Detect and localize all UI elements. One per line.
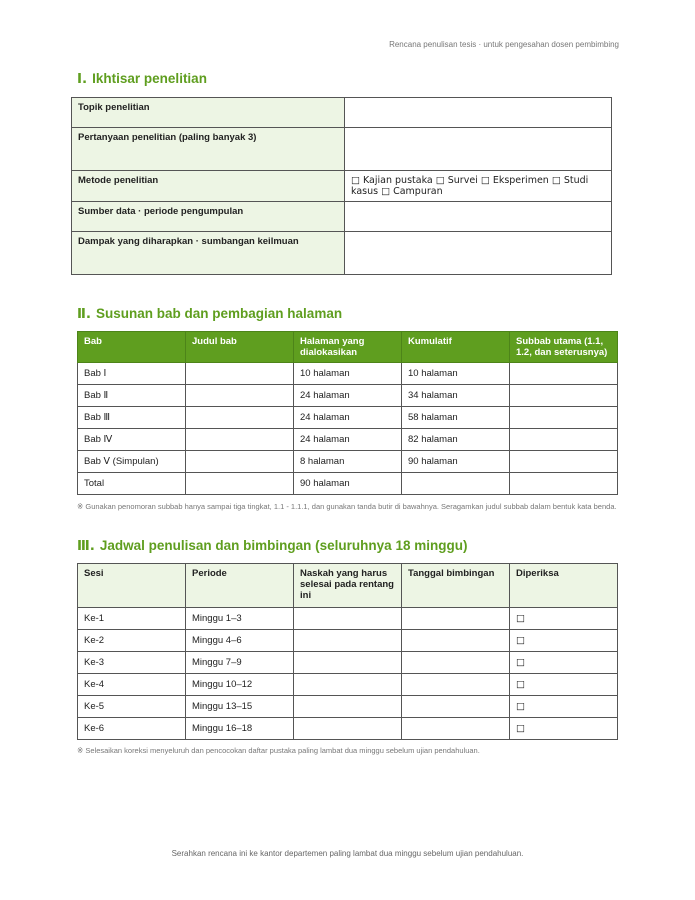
section-1-heading: Ikhtisar penelitian <box>92 71 207 86</box>
table-cell: 82 halaman <box>402 429 510 451</box>
table-row <box>72 98 612 128</box>
table-cell[interactable] <box>510 385 618 407</box>
table-row <box>78 429 618 451</box>
table-cell[interactable] <box>186 451 294 473</box>
table-cell[interactable] <box>510 407 618 429</box>
section-1-title <box>77 71 207 87</box>
table-cell[interactable] <box>294 652 402 674</box>
table-cell: Minggu 10–12 <box>186 674 294 696</box>
table-cell: 90 halaman <box>402 451 510 473</box>
method-options[interactable] <box>345 171 612 202</box>
checkbox-icon[interactable]: □ <box>516 723 525 734</box>
column-header: Bab <box>78 332 186 363</box>
table-cell[interactable] <box>186 429 294 451</box>
table-cell: Minggu 13–15 <box>186 696 294 718</box>
table-row <box>78 652 618 674</box>
column-header: Periode <box>186 564 294 608</box>
table-row <box>72 232 612 275</box>
column-header: Judul bab <box>186 332 294 363</box>
table-cell[interactable] <box>402 674 510 696</box>
table-row <box>78 696 618 718</box>
table-cell: Bab Ⅴ (Simpulan) <box>78 451 186 473</box>
table-cell[interactable] <box>294 696 402 718</box>
section-2-note: ※ Gunakan penomoran subbab hanya sampai tiga tingkat, 1.1 - 1.1.1, dan gunakan tanda butir di bawahnya. Seragamkan judul subbab dalam bentuk kata benda. <box>77 502 617 511</box>
table-row <box>78 608 618 630</box>
table-row <box>72 171 612 202</box>
data-source-value[interactable] <box>345 202 612 232</box>
table-cell <box>402 473 510 495</box>
questions-value[interactable] <box>345 128 612 171</box>
topic-value[interactable] <box>345 98 612 128</box>
chapter-structure-table <box>77 331 618 495</box>
table-cell: Ke-2 <box>78 630 186 652</box>
table-cell: 8 halaman <box>294 451 402 473</box>
table-cell[interactable] <box>510 451 618 473</box>
checkbox-cell[interactable] <box>510 630 618 652</box>
page-header: Rencana penulisan tesis · untuk pengesahan dosen pembimbing <box>389 40 619 49</box>
table-cell[interactable] <box>402 696 510 718</box>
checkbox-icon[interactable]: □ <box>516 613 525 624</box>
table-cell[interactable] <box>402 630 510 652</box>
table-cell: Ke-4 <box>78 674 186 696</box>
section-3-number: Ⅲ. <box>77 538 95 554</box>
table-cell: Ke-5 <box>78 696 186 718</box>
table-row <box>78 363 618 385</box>
table-cell: Bab Ⅰ <box>78 363 186 385</box>
checkbox-cell[interactable] <box>510 608 618 630</box>
table-cell[interactable] <box>510 429 618 451</box>
table-row <box>78 674 618 696</box>
column-header: Halaman yang dialokasikan <box>294 332 402 363</box>
table-cell: 10 halaman <box>402 363 510 385</box>
checkbox-cell[interactable] <box>510 696 618 718</box>
schedule-table <box>77 563 618 740</box>
table-cell[interactable] <box>294 608 402 630</box>
table-cell: Minggu 7–9 <box>186 652 294 674</box>
table-row <box>72 128 612 171</box>
table-cell: Minggu 4–6 <box>186 630 294 652</box>
table-cell[interactable] <box>402 718 510 740</box>
checkbox-icon[interactable]: □ <box>516 635 525 646</box>
table-cell: Minggu 1–3 <box>186 608 294 630</box>
table-row <box>72 202 612 232</box>
impact-label: Dampak yang diharapkan · sumbangan keilmuan <box>72 232 345 275</box>
table-cell[interactable] <box>186 407 294 429</box>
table-cell: 10 halaman <box>294 363 402 385</box>
topic-label: Topik penelitian <box>72 98 345 128</box>
section-3-note: ※ Selesaikan koreksi menyeluruh dan pencocokan daftar pustaka paling lambat dua minggu sebelum ujian pendahuluan. <box>77 746 480 755</box>
section-2-title <box>77 306 342 322</box>
table-cell: 24 halaman <box>294 407 402 429</box>
table-cell: Minggu 16–18 <box>186 718 294 740</box>
table-cell: 58 halaman <box>402 407 510 429</box>
column-header: Subbab utama (1.1, 1.2, dan seterusnya) <box>510 332 618 363</box>
section-3-title <box>77 538 467 554</box>
column-header: Kumulatif <box>402 332 510 363</box>
table-row <box>78 718 618 740</box>
column-header: Diperiksa <box>510 564 618 608</box>
table-cell: 90 halaman <box>294 473 402 495</box>
table-row <box>78 451 618 473</box>
table-cell <box>510 473 618 495</box>
table-cell <box>186 473 294 495</box>
table-cell[interactable] <box>402 652 510 674</box>
table-cell[interactable] <box>186 363 294 385</box>
table-cell[interactable] <box>294 674 402 696</box>
checkbox-icon[interactable]: □ <box>516 701 525 712</box>
table-cell[interactable] <box>186 385 294 407</box>
table-cell[interactable] <box>294 718 402 740</box>
checkbox-cell[interactable] <box>510 718 618 740</box>
table-row <box>78 385 618 407</box>
column-header: Tanggal bimbingan <box>402 564 510 608</box>
table-row <box>78 407 618 429</box>
section-2-heading: Susunan bab dan pembagian halaman <box>96 306 343 321</box>
column-header: Sesi <box>78 564 186 608</box>
checkbox-icon[interactable]: □ <box>516 657 525 668</box>
research-overview-table <box>71 97 612 275</box>
table-cell: 24 halaman <box>294 429 402 451</box>
table-cell: Ke-3 <box>78 652 186 674</box>
section-2-number: Ⅱ. <box>77 306 92 322</box>
table-cell: 34 halaman <box>402 385 510 407</box>
method-label: Metode penelitian <box>72 171 345 202</box>
table-cell: Bab Ⅱ <box>78 385 186 407</box>
impact-value[interactable] <box>345 232 612 275</box>
checkbox-cell[interactable] <box>510 674 618 696</box>
method-checkboxes[interactable]: □ Kajian pustaka □ Survei □ Eksperimen □ Studi kasus □ Campuran <box>351 175 589 197</box>
table-cell: Bab Ⅳ <box>78 429 186 451</box>
page-footer: Serahkan rencana ini ke kantor departemen paling lambat dua minggu sebelum ujian pendahuluan. <box>171 849 524 858</box>
checkbox-icon[interactable]: □ <box>516 679 525 690</box>
table-row-total <box>78 473 618 495</box>
table-cell: 24 halaman <box>294 385 402 407</box>
table-cell: Total <box>78 473 186 495</box>
table-cell[interactable] <box>402 608 510 630</box>
table-header-row <box>78 564 618 608</box>
checkbox-cell[interactable] <box>510 652 618 674</box>
column-header: Naskah yang harus selesai pada rentang ini <box>294 564 402 608</box>
section-1-number: Ⅰ. <box>77 71 88 87</box>
table-cell: Bab Ⅲ <box>78 407 186 429</box>
table-row <box>78 630 618 652</box>
questions-label: Pertanyaan penelitian (paling banyak 3) <box>72 128 345 171</box>
table-cell: Ke-1 <box>78 608 186 630</box>
section-3-heading: Jadwal penulisan dan bimbingan (seluruhnya 18 minggu) <box>99 538 468 553</box>
table-cell[interactable] <box>294 630 402 652</box>
table-cell: Ke-6 <box>78 718 186 740</box>
table-cell[interactable] <box>510 363 618 385</box>
data-source-label: Sumber data · periode pengumpulan <box>72 202 345 232</box>
table-header-row <box>78 332 618 363</box>
